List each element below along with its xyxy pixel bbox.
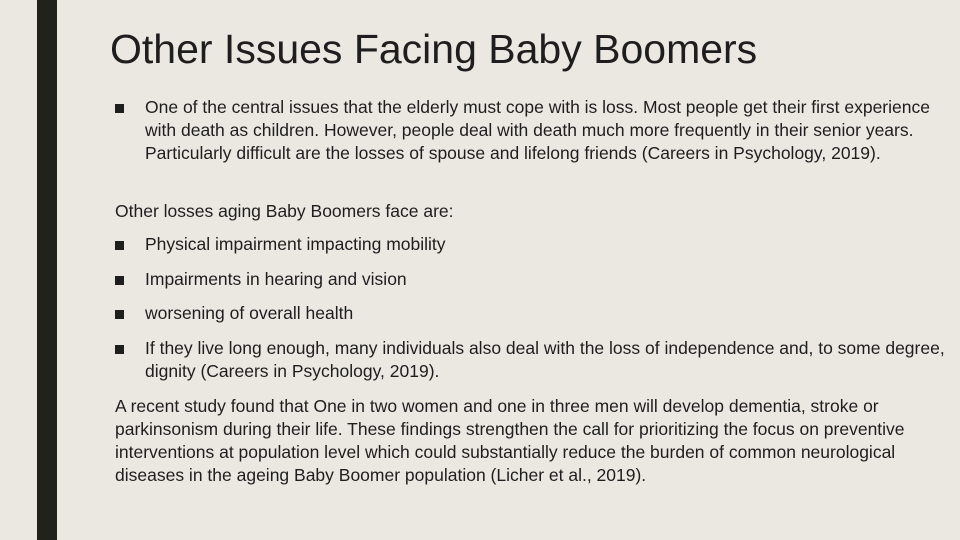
loss-item [115,233,945,256]
left-accent-bar [37,0,57,540]
square-bullet-icon [115,104,124,113]
square-bullet-icon [115,276,124,285]
intro-bullet-text: One of the central issues that the elderly must cope with is loss. Most people get their first experience with death as children. However, people deal with death much more frequently in their senior years. Particularly difficult are the losses of spouse and lifelong friends (Careers in Psychology, 2019). [145,97,930,163]
square-bullet-icon [115,345,124,354]
loss-item-text: worsening of overall health [145,303,354,323]
slide-title: Other Issues Facing Baby Boomers [110,26,758,72]
square-bullet-icon [115,310,124,319]
loss-item-text: If they live long enough, many individuals also deal with the loss of independence and, to some degree, dignity (Careers in Psychology, 2019). [145,338,945,381]
study-paragraph: A recent study found that One in two women and one in three men will develop dementia, stroke or parkinsonism during their life. These findings strengthen the call for prioritizing the focus on preventive interventions at population level which could substantially reduce the burden of common neurological diseases in the ageing Baby Boomer population (Licher et al., 2019). [115,396,905,485]
losses-heading: Other losses aging Baby Boomers face are: [115,201,454,221]
intro-bullet [115,96,945,165]
loss-item-text: Impairments in hearing and vision [145,269,407,289]
loss-item [115,302,945,325]
loss-item [115,268,945,291]
square-bullet-icon [115,241,124,250]
loss-item [115,337,945,383]
loss-item-text: Physical impairment impacting mobility [145,234,446,254]
